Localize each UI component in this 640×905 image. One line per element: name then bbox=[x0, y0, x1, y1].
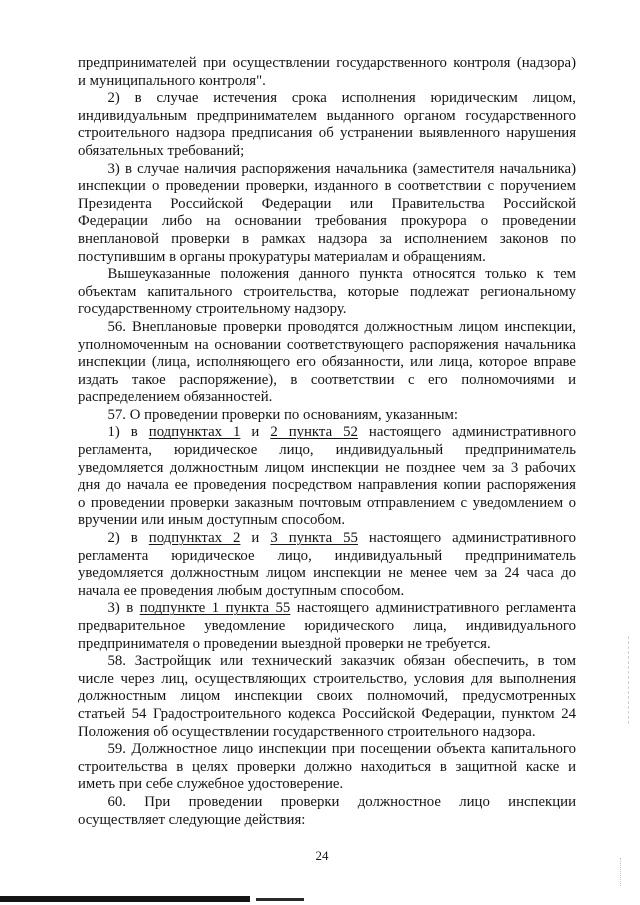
subitem-3 bbox=[78, 161, 576, 267]
clause-57-subitem-2 bbox=[78, 530, 576, 600]
clause-57-subitem-3 bbox=[78, 600, 576, 653]
text-line: строительного надзора предписания об устранении выявленного нарушения bbox=[78, 125, 576, 142]
text-line: и муниципального контроля". bbox=[78, 72, 266, 89]
text-line: внеплановой проверки в рамках надзора за исполнением законов по bbox=[78, 230, 576, 247]
text-line bbox=[78, 530, 576, 548]
text-line: инспекции (лица, исполняющего его обязанности, или лица, которое вправе bbox=[78, 354, 576, 371]
text-line: государственному строительному надзору. bbox=[78, 301, 347, 318]
text-line: предпринимателя о проведении выездной проверки не требуется. bbox=[78, 635, 491, 652]
scan-edge-bar bbox=[0, 896, 250, 902]
text-line: должностным лицом инспекции своих полномочий, предусмотренных bbox=[78, 688, 576, 705]
line-text: настоящего административного bbox=[357, 424, 576, 441]
note-paragraph bbox=[78, 266, 576, 319]
text-line: о проведении проверки заказным почтовым отправлением с уведомлением о bbox=[78, 494, 576, 511]
text-line: 57. О проведении проверки по основаниям, указанным: bbox=[107, 406, 459, 423]
paragraph-continuation bbox=[78, 55, 576, 90]
reference-link: подпунктах 2 bbox=[148, 530, 241, 547]
text-line: строительства в целях проверки должно находиться в защитной каске и bbox=[78, 758, 576, 775]
text-line: обязательных требований; bbox=[78, 142, 245, 159]
text-line: иметь при себе служебное удостоверение. bbox=[78, 776, 344, 793]
text-line: уведомляется должностным лицом инспекции не позднее чем за 3 рабочих bbox=[78, 459, 576, 476]
scan-edge-bar bbox=[256, 898, 304, 901]
text-line: регламента юридическое лицо, индивидуальный предприниматель bbox=[78, 547, 576, 564]
scan-artifact bbox=[620, 858, 621, 886]
text-line: Федерации либо на основании требования прокурора о проведении bbox=[78, 213, 576, 230]
text-line: распределением обязанностей. bbox=[78, 389, 273, 406]
text-line: объектам капитального строительства, которые подлежат региональному bbox=[78, 283, 576, 300]
text-line: предпринимателей при осуществлении государственного контроля (надзора) bbox=[78, 55, 576, 71]
line-text: настоящего административного регламента bbox=[290, 600, 577, 617]
clause-58 bbox=[78, 653, 576, 741]
text-line: поступившим в органы прокуратуры материалам и обращениям. bbox=[78, 248, 486, 265]
scan-artifact bbox=[628, 636, 629, 724]
line-text: и bbox=[240, 424, 271, 441]
line-text: и bbox=[240, 530, 271, 547]
text-line: уполномоченным на основании соответствующего распоряжения начальника bbox=[78, 336, 576, 353]
reference-link: подпунктах 1 bbox=[148, 424, 241, 441]
clause-56 bbox=[78, 319, 576, 407]
reference-link: 2 пункта 52 bbox=[270, 424, 358, 441]
text-line: Президента Российской Федерации или Правительства Российской bbox=[78, 195, 576, 212]
text-line: предварительное уведомление юридического лица, индивидуального bbox=[78, 618, 576, 634]
clause-57-subitem-1 bbox=[78, 424, 576, 530]
line-text: 3) в bbox=[107, 600, 140, 617]
text-line bbox=[78, 424, 576, 442]
reference-link: 3 пункта 55 bbox=[270, 530, 358, 547]
reference-link: подпункте 1 пункта 55 bbox=[139, 600, 291, 617]
text-line: Положения об осуществлении государственного строительного надзора. bbox=[78, 723, 536, 740]
text-line: статьей 54 Градостроительного кодекса Российской Федерации, пунктом 24 bbox=[78, 705, 576, 722]
text-line: 60. При проведении проверки должностное лицо инспекции bbox=[107, 793, 576, 810]
text-line: начала ее проведения любым доступным способом. bbox=[78, 582, 405, 599]
text-line: 58. Застройщик или технический заказчик обязан обеспечить, в том bbox=[107, 653, 576, 670]
clause-60 bbox=[78, 794, 576, 829]
text-line: инспекции о проведении проверки, изданного в соответствии с поручением bbox=[78, 178, 576, 195]
line-text: настоящего административного bbox=[357, 530, 576, 547]
text-line: регламента, юридическое лицо, индивидуальный предприниматель bbox=[78, 442, 576, 459]
text-line: уведомляется должностным лицом инспекции не менее чем за 24 часа до bbox=[78, 565, 576, 582]
text-line: 2) в случае истечения срока исполнения юридическим лицом, bbox=[107, 90, 576, 107]
text-line: числе через лиц, осуществляющих строительство, условия для выполнения bbox=[78, 670, 576, 687]
text-line: 56. Внеплановые проверки проводятся должностным лицом инспекции, bbox=[107, 318, 576, 335]
text-line bbox=[78, 600, 576, 618]
text-line: осуществляет следующие действия: bbox=[78, 811, 306, 828]
document-body bbox=[78, 55, 576, 829]
text-line: дня до начала ее проведения посредством направления копии распоряжения bbox=[78, 477, 576, 494]
page-number: 24 bbox=[315, 848, 329, 863]
text-line: Вышеуказанные положения данного пункта относятся только к тем bbox=[107, 266, 576, 283]
line-text: 1) в bbox=[107, 424, 149, 441]
line-text: 2) в bbox=[107, 530, 149, 547]
text-line: 59. Должностное лицо инспекции при посещении объекта капитального bbox=[107, 741, 576, 758]
text-line: издать такое распоряжение), в соответствии с его полномочиями и bbox=[78, 371, 576, 388]
clause-57 bbox=[78, 407, 576, 425]
subitem-2 bbox=[78, 90, 576, 160]
text-line: индивидуальным предпринимателем выданного органом государственного bbox=[78, 107, 576, 124]
clause-59 bbox=[78, 741, 576, 794]
text-line: вручении или иным доступным способом. bbox=[78, 512, 346, 529]
text-line: 3) в случае наличия распоряжения начальника (заместителя начальника) bbox=[107, 160, 576, 177]
